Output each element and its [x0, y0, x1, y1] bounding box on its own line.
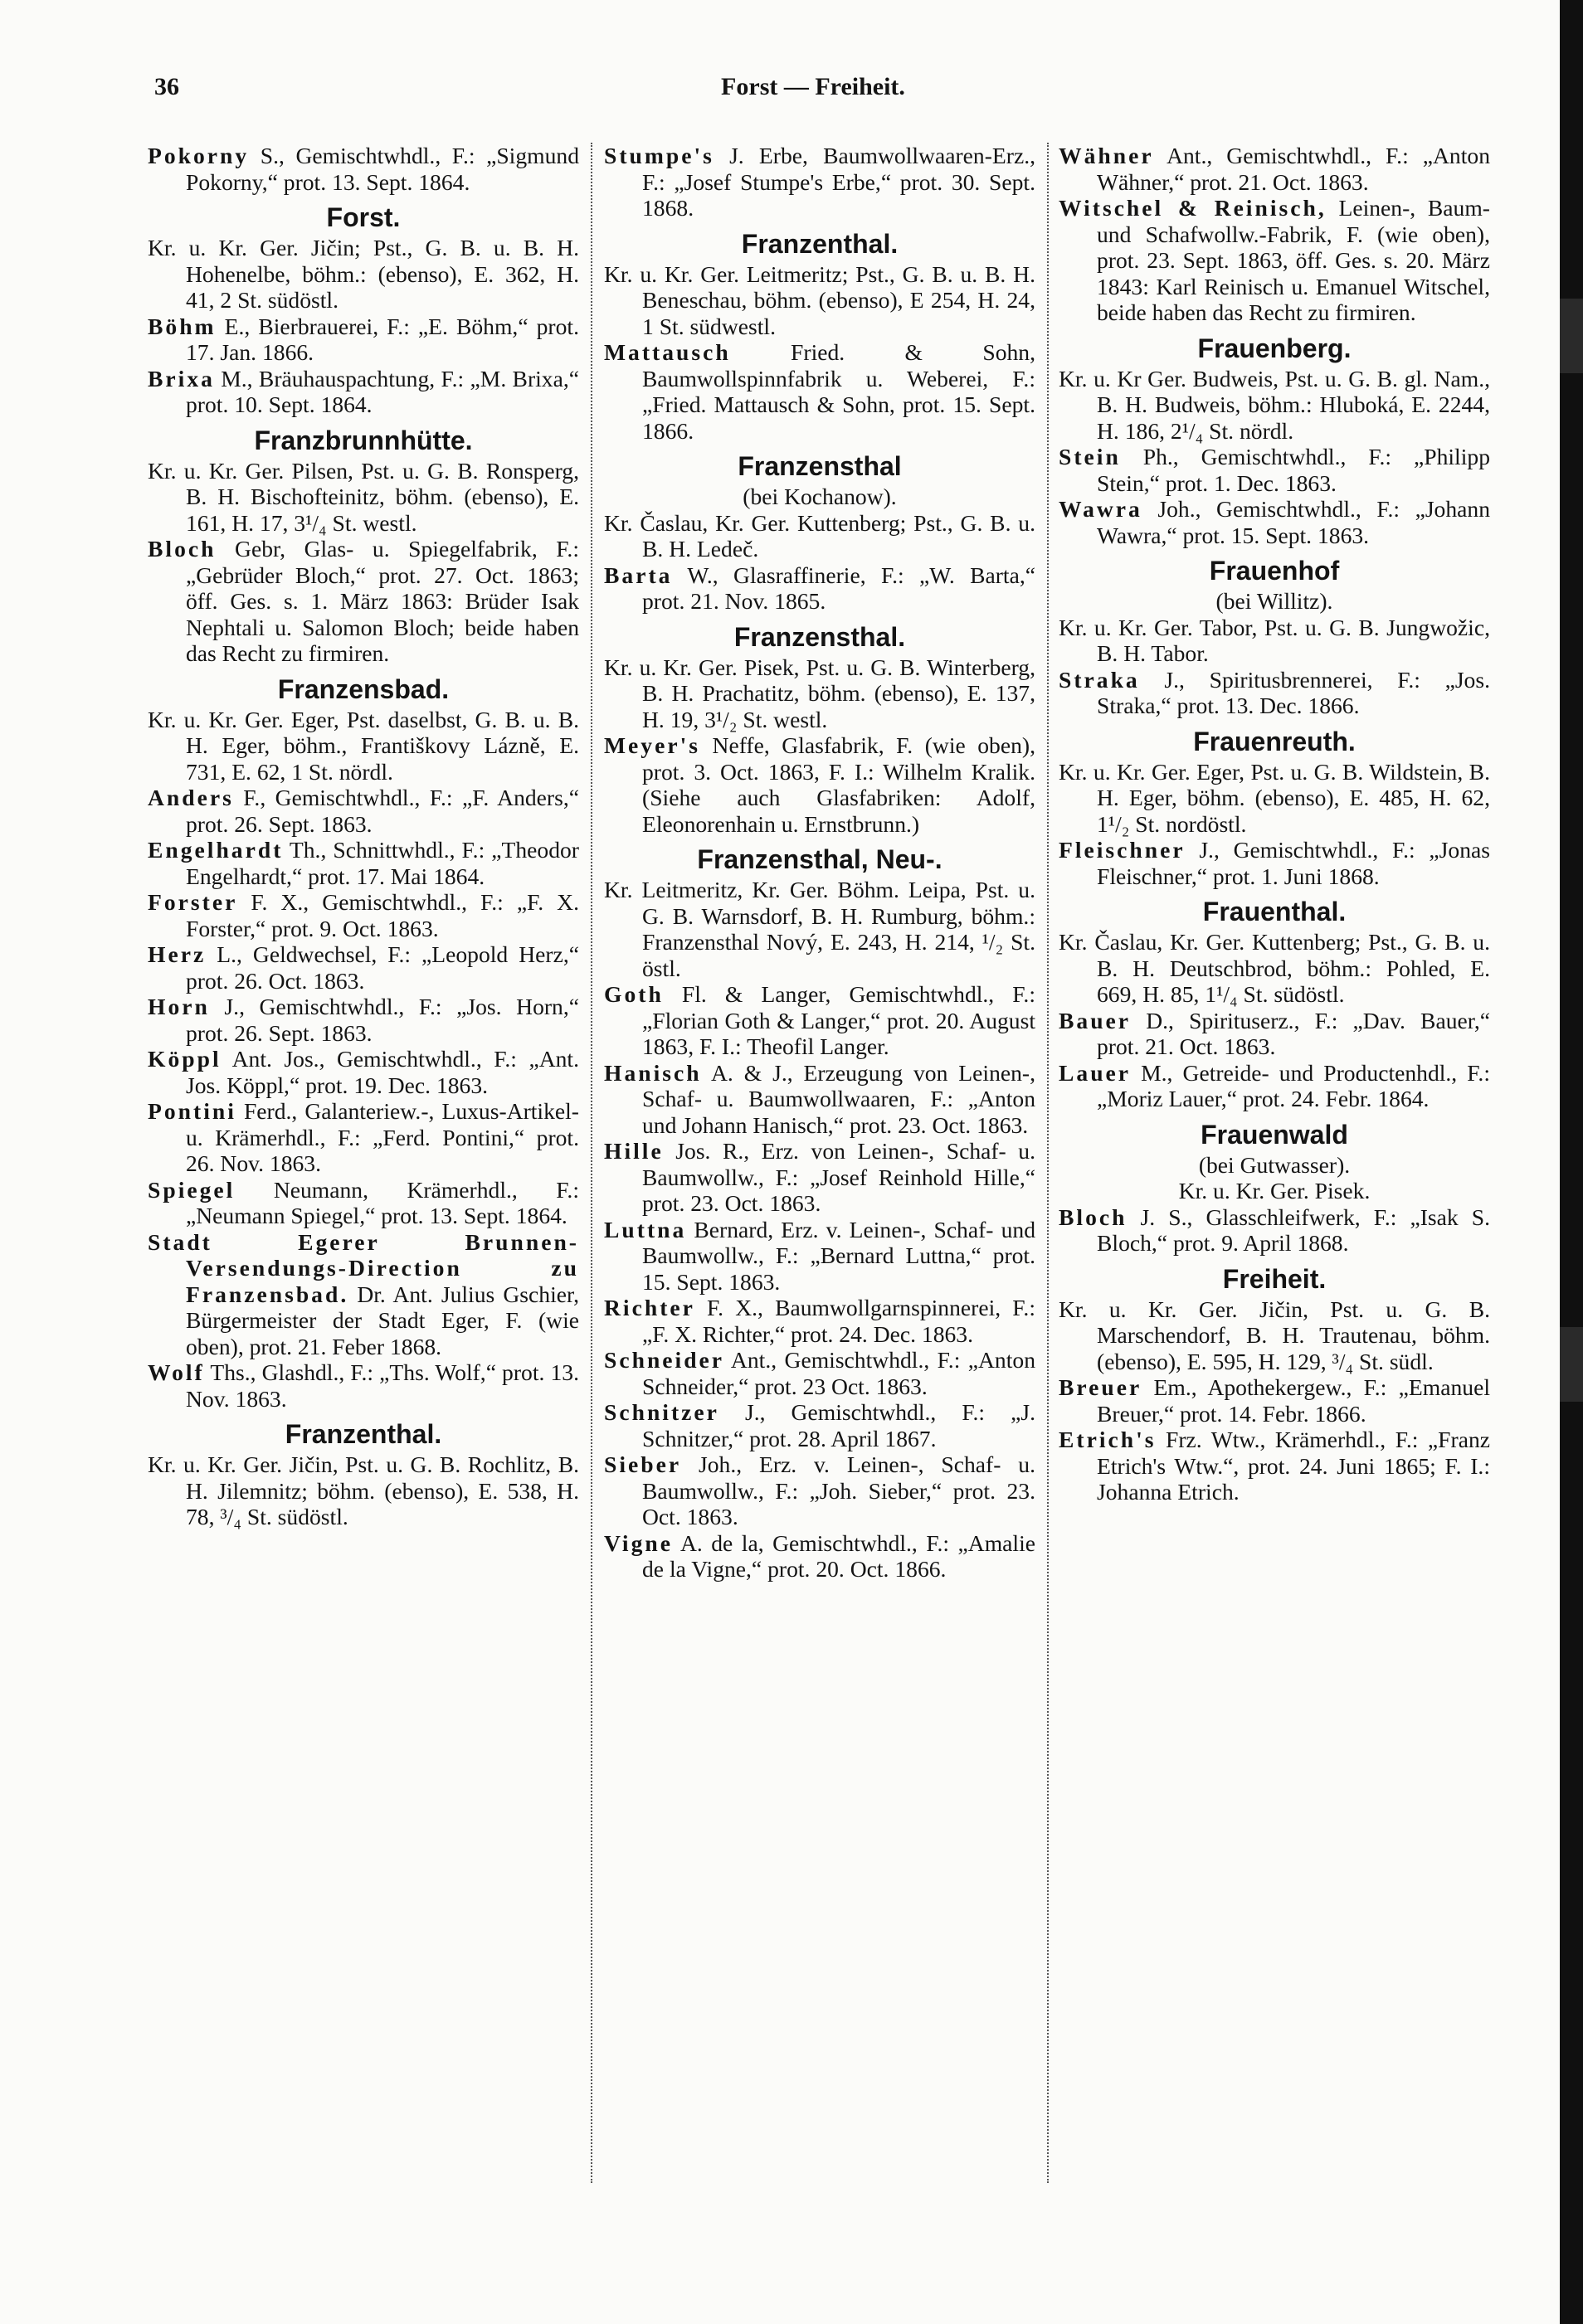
place-subheading: Kr. u. Kr. Ger. Pisek. — [1178, 1178, 1371, 1203]
place-description: Kr. u. Kr. Ger. Pisek, Pst. u. G. B. Winterberg, B. H. Prachatitz, böhm. (ebenso), E. 137, H. 19, 3¹/₂ St. westl. — [604, 654, 1035, 732]
place-heading: Franzensthal, Neu-. — [697, 844, 942, 874]
firm-details: Fl. & Langer, Gemischtwhdl., F.: „Florian Goth & Langer,“ prot. 20. August 1863, F. I.: Theofil Langer. — [642, 981, 1035, 1059]
firm-entry — [148, 1359, 579, 1412]
firm-entry — [148, 1046, 579, 1098]
place-description: Kr. u. Kr Ger. Budweis, Pst. u. G. B. gl. Nam., B. H. Budweis, böhm.: Hluboká, E. 2244, H. 186, 2¹/₄ St. nördl. — [1059, 365, 1490, 444]
firm-details: J. Erbe, Baumwollwaaren-Erz., F.: „Josef Stumpe's Erbe,“ prot. 30. Sept. 1868. — [642, 143, 1035, 221]
firm-entry — [148, 143, 579, 195]
firm-details: J., Gemischtwhdl., F.: „J. Schnitzer,“ prot. 28. April 1867. — [642, 1399, 1035, 1451]
firm-entry — [148, 314, 579, 366]
firm-details: Frz. Wtw., Krämerhdl., F.: „Franz Etrich's Wtw.“, prot. 24. Juni 1865; F. I.: Johanna Etrich. — [1097, 1427, 1490, 1505]
firm-entry — [1059, 143, 1490, 195]
firm-name: Pontini — [148, 1098, 236, 1124]
firm-name: Wähner — [1059, 143, 1154, 168]
page-number: 36 — [154, 73, 179, 100]
firm-name: Witschel & Reinisch, — [1059, 195, 1327, 221]
firm-name: Böhm — [148, 313, 217, 339]
firm-name: Etrich's — [1059, 1427, 1157, 1452]
firm-entry — [604, 1138, 1035, 1217]
place-heading: Frauenberg. — [1197, 333, 1352, 363]
firm-name: Barta — [604, 562, 673, 588]
column-2 — [604, 143, 1035, 2183]
firm-entry — [1059, 1008, 1490, 1060]
firm-details: F., Gemischtwhdl., F.: „F. Anders,“ prot. 26. Sept. 1863. — [186, 785, 579, 837]
place-description: Kr. Časlau, Kr. Ger. Kuttenberg; Pst., G. B. u. B. H. Deutschbrod, böhm.: Pohled, E. 669, H. 85, 1¹/₄ St. südöstl. — [1059, 929, 1490, 1007]
column-3 — [1059, 143, 1490, 2183]
firm-entry — [1059, 837, 1490, 889]
firm-entry — [1059, 1374, 1490, 1427]
firm-entry — [604, 732, 1035, 837]
firm-details: Dr. Ant. Julius Gschier, Bürgermeister der Stadt Eger, F. (wie oben), prot. 21. Feber 1868. — [186, 1281, 579, 1359]
firm-name: Engelhardt — [148, 837, 284, 863]
firm-name: Schnitzer — [604, 1399, 719, 1425]
firm-details: F. X., Gemischtwhdl., F.: „F. X. Forster,“ prot. 9. Oct. 1863. — [186, 889, 579, 941]
firm-entry — [604, 1399, 1035, 1451]
place-description: Kr. u. Kr. Ger. Jičin; Pst., G. B. u. B. H. Hohenelbe, böhm.: (ebenso), E. 362, H. 41, 2 St. südöstl. — [148, 235, 579, 313]
firm-details: J., Gemischtwhdl., F.: „Jonas Fleischner,“ prot. 1. Juni 1868. — [1097, 837, 1490, 889]
place-subheading: (bei Gutwasser). — [1198, 1151, 1351, 1178]
scan-border — [1560, 0, 1583, 2324]
firm-name: Brixa — [148, 365, 215, 391]
scan-shadow — [1560, 1327, 1583, 1402]
scan-shadow — [1560, 299, 1583, 373]
firm-entry — [148, 785, 579, 837]
place-subheading: (bei Kochanow). — [743, 484, 897, 509]
firm-name: Bauer — [1059, 1007, 1132, 1033]
firm-entry — [604, 981, 1035, 1060]
firm-entry — [148, 366, 579, 418]
firm-name: Vigne — [604, 1529, 673, 1556]
column-1 — [148, 143, 579, 2183]
firm-entry — [604, 1217, 1035, 1296]
firm-entry — [1059, 444, 1490, 496]
place-description: Kr. u. Kr. Ger. Tabor, Pst. u. G. B. Jungwožic, B. H. Tabor. — [1059, 614, 1490, 666]
firm-entry — [1059, 1204, 1490, 1257]
firm-name: Bloch — [148, 536, 217, 562]
firm-details: Neffe, Glasfabrik, F. (wie oben), prot. 3. Oct. 1863, F. I.: Wilhelm Kralik. (Siehe auch Glasfabriken: Adolf, Eleonorenhain u. Ernstbrunn.) — [642, 732, 1035, 837]
firm-details: Joh., Gemischtwhdl., F.: „Johann Wawra,“ prot. 15. Sept. 1863. — [1097, 496, 1490, 548]
firm-name: Stumpe's — [604, 143, 714, 168]
page-header — [0, 73, 1560, 109]
firm-entry — [1059, 496, 1490, 548]
firm-entry — [148, 1229, 579, 1360]
place-heading: Franzenthal. — [285, 1419, 442, 1449]
firm-details: E., Bierbrauerei, F.: „E. Böhm,“ prot. 17. Jan. 1866. — [186, 313, 579, 365]
firm-entry — [148, 994, 579, 1046]
firm-name: Wolf — [148, 1359, 205, 1385]
place-heading: Frauenwald — [1201, 1119, 1348, 1150]
firm-details: Leinen-, Baum- und Schafwollw.-Fabrik, F. (wie oben), prot. 23. Sept. 1863, öff. Ges. s. 20. März 1843: Karl Reinisch u. Emanuel Witschel, beide haben das Recht zu firmiren. — [1097, 195, 1490, 325]
firm-name: Spiegel — [148, 1176, 236, 1203]
firm-name: Anders — [148, 785, 234, 810]
firm-name: Köppl — [148, 1046, 222, 1072]
firm-entry — [148, 837, 579, 889]
firm-name: Richter — [604, 1295, 695, 1320]
firm-entry — [148, 536, 579, 667]
firm-details: A. & J., Erzeugung von Leinen-, Schaf- u. Baumwollwaaren, F.: „Anton und Johann Hanisch,“ prot. 23. Oct. 1863. — [642, 1059, 1035, 1138]
firm-entry — [604, 143, 1035, 221]
place-heading: Franzbrunnhütte. — [254, 425, 473, 455]
firm-details: L., Geldwechsel, F.: „Leopold Herz,“ prot. 26. Oct. 1863. — [186, 941, 579, 994]
place-description: Kr. u. Kr. Ger. Eger, Pst. u. G. B. Wildstein, B. H. Eger, böhm. (ebenso), E. 485, H. 62, 1¹/₂ St. nordöstl. — [1059, 758, 1490, 837]
firm-details: J., Spiritusbrennerei, F.: „Jos. Straka,“ prot. 13. Dec. 1866. — [1097, 666, 1490, 718]
firm-name: Meyer's — [604, 732, 700, 758]
place-heading: Franzenthal. — [741, 228, 899, 259]
firm-name: Bloch — [1059, 1203, 1128, 1230]
firm-details: S., Gemischtwhdl., F.: „Sigmund Pokorny,“ prot. 13. Sept. 1864. — [186, 143, 579, 195]
place-heading: Franzensthal. — [733, 621, 906, 652]
firm-details: Jos. R., Erz. von Leinen-, Schaf- u. Baumwollw., F.: „Josef Reinhold Hille,“ prot. 23. Oct. 1863. — [642, 1138, 1035, 1216]
place-heading: Frauenreuth. — [1193, 726, 1356, 756]
firm-details: J. S., Glasschleifwerk, F.: „Isak S. Bloch,“ prot. 9. April 1868. — [1097, 1203, 1490, 1256]
firm-name: Forster — [148, 889, 238, 915]
firm-name: Stein — [1059, 444, 1121, 469]
place-description: Kr. u. Kr. Ger. Jičin, Pst. u. G. B. Rochlitz, B. H. Jilemnitz; böhm. (ebenso), E. 538, H. 78, ³/₄ St. südöstl. — [148, 1451, 579, 1529]
place-heading: Forst. — [326, 202, 401, 232]
firm-name: Schneider — [604, 1347, 725, 1373]
column-divider — [1047, 143, 1049, 2183]
firm-name: Horn — [148, 994, 210, 1019]
firm-details: F. X., Baumwollgarnspinnerei, F.: „F. X. Richter,“ prot. 24. Dec. 1863. — [642, 1295, 1035, 1347]
place-description: Kr. Leitmeritz, Kr. Ger. Böhm. Leipa, Pst. u. G. B. Warnsdorf, B. H. Rumburg, böhm.: Franzensthal Nový, E. 243, H. 214, ¹/₂ St. östl. — [604, 877, 1035, 981]
firm-details: Gebr, Glas- u. Spiegelfabrik, F.: „Gebrüder Bloch,“ prot. 27. Oct. 1863; öff. Ges. s. 1. März 1863: Brüder Isak Nephtali u. Salomon Bloch; beide haben das Recht zu firmiren. — [186, 536, 579, 666]
place-description: Kr. u. Kr. Ger. Eger, Pst. daselbst, G. B. u. B. H. Eger, böhm., Františkovy Lázně, E. 731, E. 62, 1 St. nördl. — [148, 706, 579, 785]
firm-name: Hanisch — [604, 1059, 702, 1086]
column-divider — [591, 143, 592, 2183]
firm-details: A. de la, Gemischtwhdl., F.: „Amalie de la Vigne,“ prot. 20. Oct. 1866. — [642, 1529, 1035, 1582]
firm-details: M., Getreide- und Productenhdl., F.: „Moriz Lauer,“ prot. 24. Febr. 1864. — [1097, 1059, 1490, 1111]
firm-details: M., Bräuhauspachtung, F.: „M. Brixa,“ prot. 10. Sept. 1864. — [186, 365, 579, 417]
place-description: Kr. u. Kr. Ger. Leitmeritz; Pst., G. B. u. B. H. Beneschau, böhm. (ebenso), E 254, H. 24, 1 St. südwestl. — [604, 260, 1035, 339]
firm-details: Fried. & Sohn, Baumwollspinnfabrik u. Weberei, F.: „Fried. Mattausch & Sohn, prot. 15. Sept. 1866. — [642, 339, 1035, 444]
firm-entry — [1059, 1060, 1490, 1112]
firm-entry — [604, 1060, 1035, 1139]
firm-entry — [148, 1098, 579, 1177]
firm-entry — [148, 1177, 579, 1229]
firm-details: J., Gemischtwhdl., F.: „Jos. Horn,“ prot. 26. Sept. 1863. — [186, 994, 579, 1046]
place-subheading: (bei Willitz). — [1215, 588, 1333, 614]
firm-entry — [148, 941, 579, 994]
firm-name: Hille — [604, 1138, 664, 1164]
place-description: Kr. u. Kr. Ger. Jičin, Pst. u. G. B. Marschendorf, B. H. Trautenau, böhm. (ebenso), E. 595, H. 129, ³/₄ St. südl. — [1059, 1296, 1490, 1374]
place-heading: Franzensbad. — [277, 673, 450, 704]
place-heading: Freiheit. — [1222, 1263, 1327, 1294]
firm-details: Ph., Gemischtwhdl., F.: „Philipp Stein,“ prot. 1. Dec. 1863. — [1097, 444, 1490, 496]
firm-details: Bernard, Erz. v. Leinen-, Schaf- und Baumwollw., F.: „Bernard Luttna,“ prot. 15. Sept. 1863. — [642, 1216, 1035, 1295]
firm-name: Pokorny — [148, 143, 250, 168]
firm-details: Ferd., Galanteriew.-, Luxus-Artikel- u. Krämerhdl., F.: „Ferd. Pontini,“ prot. 26. Nov. 1863. — [186, 1098, 579, 1176]
firm-entry — [604, 1530, 1035, 1583]
firm-entry — [604, 339, 1035, 444]
firm-name: Luttna — [604, 1216, 687, 1242]
firm-name: Wawra — [1059, 496, 1142, 522]
firm-details: Ant., Gemischtwhdl., F.: „Anton Wähner,“ prot. 21. Oct. 1863. — [1097, 143, 1490, 195]
firm-details: Ant. Jos., Gemischtwhdl., F.: „Ant. Jos. Köppl,“ prot. 19. Dec. 1863. — [186, 1046, 579, 1098]
place-heading: Frauenthal. — [1202, 897, 1347, 926]
firm-details: Th., Schnittwhdl., F.: „Theodor Engelhardt,“ prot. 17. Mai 1864. — [186, 837, 579, 889]
place-heading: Franzensthal — [738, 451, 902, 481]
place-heading: Frauenhof — [1209, 556, 1340, 586]
firm-name: Straka — [1059, 666, 1140, 693]
firm-name: Mattausch — [604, 339, 731, 365]
firm-details: D., Spirituserz., F.: „Dav. Bauer,“ prot. 21. Oct. 1863. — [1097, 1007, 1490, 1059]
firm-name: Lauer — [1059, 1059, 1132, 1086]
firm-name: Breuer — [1059, 1374, 1142, 1400]
firm-details: Em., Apothekergew., F.: „Emanuel Breuer,“ prot. 14. Febr. 1866. — [1097, 1374, 1490, 1427]
firm-entry — [604, 1295, 1035, 1347]
place-description: Kr. Časlau, Kr. Ger. Kuttenberg; Pst., G. B. u. B. H. Ledeč. — [604, 509, 1035, 562]
firm-entry — [148, 889, 579, 941]
firm-entry — [604, 562, 1035, 615]
firm-details: Ant., Gemischtwhdl., F.: „Anton Schneider,“ prot. 23 Oct. 1863. — [642, 1347, 1035, 1399]
running-title: Forst — Freiheit. — [721, 73, 905, 100]
firm-entry — [604, 1451, 1035, 1530]
firm-name: Goth — [604, 981, 664, 1007]
firm-entry — [1059, 667, 1490, 719]
firm-name: Fleischner — [1059, 837, 1186, 863]
firm-entry — [1059, 195, 1490, 326]
place-description: Kr. u. Kr. Ger. Pilsen, Pst. u. G. B. Ronsperg, B. H. Bischofteinitz, böhm. (ebenso), E. 161, H. 17, 3¹/₄ St. westl. — [148, 457, 579, 536]
firm-details: W., Glasraffinerie, F.: „W. Barta,“ prot. 21. Nov. 1865. — [642, 562, 1035, 614]
firm-entry — [1059, 1427, 1490, 1505]
firm-details: Neumann, Krämerhdl., F.: „Neumann Spiegel,“ prot. 13. Sept. 1864. — [186, 1176, 579, 1228]
firm-details: Ths., Glashdl., F.: „Ths. Wolf,“ prot. 13. Nov. 1863. — [186, 1359, 579, 1412]
firm-details: Joh., Erz. v. Leinen-, Schaf- u. Baumwollw., F.: „Joh. Sieber,“ prot. 23. Oct. 1863. — [642, 1451, 1035, 1529]
firm-entry — [604, 1347, 1035, 1399]
firm-name: Sieber — [604, 1451, 682, 1477]
firm-name: Herz — [148, 941, 207, 967]
firm-name: Stadt Egerer Brunnen-Versendungs-Direction zu Franzensbad. — [148, 1228, 579, 1307]
